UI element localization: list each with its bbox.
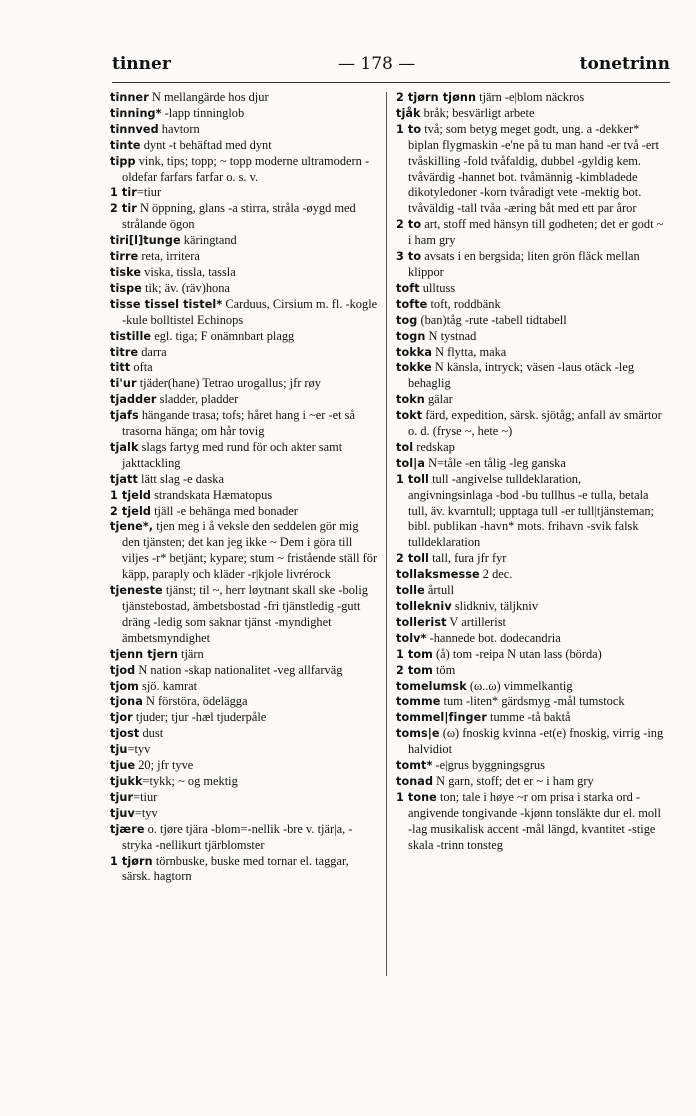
dictionary-entry — [396, 694, 668, 710]
entry-definition: ulltuss — [419, 280, 456, 295]
entry-definition: N förstöra, ödelägga — [142, 694, 248, 709]
entry-definition: N nation -skap nationalitet -veg allfarväg — [135, 662, 343, 677]
entry-definition: =tiur — [133, 789, 158, 804]
entry-definition: sjö. kamrat — [138, 678, 198, 693]
entry-headword: tjære — [110, 822, 145, 836]
entry-headword: tomt* — [396, 759, 433, 773]
entry-definition: art, stoff med hänsyn till godheten; det er godt ~ i ham gry — [408, 217, 664, 248]
entry-headword: tolle — [396, 584, 425, 598]
dictionary-entry — [110, 90, 378, 106]
entry-headword: tjod — [110, 663, 136, 677]
entry-definition: två; som betyg meget godt, ung. a -dekker* biplan flygmaskin -e'ne på tu man hand -er två -ert tvåskilling -fold tvåfaldig, dubbel -gyldig kem. tvåvärdig -hannet bot. tvåmännig -kimbladede dikotyledoner -korn tvåradigt vete -mektig bot. tvåväldig -tall tvåa -æring båt med ett par åror — [408, 121, 659, 216]
entry-definition: lätt slag -e daska — [137, 471, 224, 486]
entry-headword: tofte — [396, 297, 428, 311]
entry-definition: årtull — [424, 583, 455, 598]
entry-definition: tall, fura jfr fyr — [428, 551, 507, 566]
entry-headword: tipp — [110, 154, 136, 168]
entry-headword: tokt — [396, 409, 423, 423]
entry-definition: havtorn — [158, 121, 200, 136]
dictionary-entry — [110, 694, 378, 710]
dictionary-entry — [110, 822, 378, 854]
entry-definition: tjen meg i å veksle den seddelen gör mig den tjänsten; det kan jeg ikke ~ Dem i göra till viljes -r* betjänt; kypare; stum ~ fristående ställ för käpp, paraply och kläder -r|kjole livrérock — [122, 519, 378, 582]
dictionary-entry — [110, 758, 378, 774]
dictionary-entry — [396, 774, 668, 790]
entry-headword: 3 to — [396, 250, 422, 264]
entry-definition: egl. tiga; F onämnbart plagg — [151, 328, 295, 343]
entry-headword: tjor — [110, 711, 133, 725]
entry-definition: dust — [139, 726, 164, 741]
entry-definition: tik; äv. (räv)hona — [141, 280, 230, 295]
entry-definition: tjäll -e behänga med bonader — [151, 503, 298, 518]
entry-definition: -hannede bot. dodecandria — [426, 630, 561, 645]
dictionary-entry — [110, 122, 378, 138]
entry-headword: 2 tjørn tjønn — [396, 91, 477, 104]
entry-definition: N flytta, maka — [431, 344, 507, 359]
dictionary-entry — [396, 122, 668, 217]
dictionary-entry — [396, 329, 668, 345]
entry-headword: tollerist — [396, 615, 447, 629]
entry-headword: toms|e — [396, 727, 440, 741]
entry-definition: =tyv — [127, 742, 151, 757]
dictionary-entry — [110, 774, 378, 790]
entry-headword: tinte — [110, 138, 141, 152]
entry-headword: tisse tissel tistel* — [110, 297, 223, 311]
entry-definition: 20; jfr tyve — [135, 758, 194, 773]
entry-definition: (ban)tåg -rute -tabell tidtabell — [417, 312, 567, 327]
entry-headword: tjatt — [110, 472, 138, 486]
entry-definition: V artillerist — [446, 614, 506, 629]
entry-headword: tokke — [396, 361, 432, 375]
entry-headword: tomelumsk — [396, 679, 467, 693]
entry-definition: gälar — [424, 392, 453, 407]
entry-definition: slidkniv, täljkniv — [451, 599, 539, 613]
dictionary-entry — [396, 758, 668, 774]
dictionary-entry — [110, 790, 378, 806]
dictionary-entry — [396, 217, 668, 249]
dictionary-entry — [110, 663, 378, 679]
dictionary-entry — [110, 679, 378, 695]
entry-headword: 1 toll — [396, 472, 429, 486]
dictionary-entry — [110, 392, 378, 408]
dictionary-entry — [110, 504, 378, 520]
entry-headword: tjene*, — [110, 520, 154, 534]
entry-definition: hängande trasa; tofs; håret hang i ~er -et så trasorna hänga; om hår tovig — [122, 408, 355, 439]
entry-headword: tiri[l]tunge — [110, 234, 181, 248]
dictionary-entry — [110, 488, 378, 504]
entry-headword: 2 tjeld — [110, 504, 151, 518]
entry-headword: tog — [396, 313, 418, 327]
dictionary-entry — [110, 329, 378, 345]
entry-definition: =tiur — [136, 185, 162, 200]
entry-headword: tiske — [110, 265, 142, 279]
entry-headword: tjona — [110, 695, 143, 709]
entry-headword: tomme — [396, 695, 441, 709]
entry-headword: tjur — [110, 790, 134, 804]
entry-headword: tokka — [396, 345, 432, 359]
dictionary-entry — [110, 710, 378, 726]
entry-definition: tjuder; tjur -hæl tjuderpåle — [132, 710, 267, 725]
entry-definition: tjänst; til ~, herr løytnant skall ske -bolig tjänstebostad, ämbetsbostad -fri tjänstledig -gutt dräng -ledig som saknar tjänst -myndighet ämbetsmyndighet — [122, 583, 368, 645]
dictionary-entry — [110, 376, 378, 392]
dictionary-entry — [110, 647, 378, 663]
entry-definition: -e|grus byggningsgrus — [432, 758, 546, 773]
entry-definition: darra — [138, 344, 167, 359]
entry-definition: färd, expedition, särsk. sjötåg; anfall av smärtor o. d. (fryse ~, hete ~) — [408, 408, 662, 439]
entry-headword: togn — [396, 329, 426, 343]
dictionary-entry — [110, 854, 378, 886]
entry-headword: 1 tjørn — [110, 854, 153, 868]
right-column — [396, 90, 668, 854]
entry-definition: tjärn -e|blom näckros — [476, 90, 585, 104]
dictionary-entry — [110, 742, 378, 758]
dictionary-entry — [110, 297, 378, 329]
dictionary-entry — [396, 631, 668, 647]
entry-headword: tispe — [110, 281, 142, 295]
entry-headword: tjue — [110, 759, 136, 773]
dictionary-entry — [110, 281, 378, 297]
entry-definition: tjäder(hane) Tetrao urogallus; jfr røy — [136, 376, 321, 391]
entry-definition: ofta — [130, 360, 153, 375]
entry-definition: reta, irritera — [138, 249, 200, 264]
entry-definition: viska, tissla, tassla — [141, 264, 236, 279]
entry-headword: 2 tom — [396, 663, 433, 677]
dictionary-entry — [396, 710, 668, 726]
entry-definition: ton; tale i høye ~r om prisa i starka ord -angivende tongivande -kjønn tonsläkte dur el. moll -lag musikalisk accent -mål längd, kvantitet -stige skala -trinn tonsteg — [408, 789, 661, 852]
entry-definition: tull -angivelse tulldeklaration, angivningsinlaga -bod -bu tullhus -e tulla, betala tull, äv. kvarntull; upptaga tull -er tull|tjänsteman; bibl. publikan -havn* mots. frihavn -svik falsk tulldeklaration — [408, 471, 654, 550]
entry-definition: N mellangärde hos djur — [148, 90, 269, 104]
entry-definition: (ω) fnoskig kvinna -et(e) fnoskig, virrig -ing halvidiot — [408, 726, 664, 757]
entry-definition: sladder, pladder — [156, 392, 239, 407]
dictionary-entry — [110, 583, 378, 647]
entry-headword: tinnved — [110, 122, 159, 136]
dictionary-entry — [396, 345, 668, 361]
dictionary-entry — [396, 440, 668, 456]
entry-definition: tum -liten* gärdsmyg -mål tumstock — [440, 694, 625, 709]
dictionary-entry — [396, 599, 668, 615]
header-rule — [112, 82, 670, 83]
entry-headword: tjenn tjern — [110, 647, 178, 661]
entry-headword: tjadder — [110, 393, 157, 407]
dictionary-entry — [396, 663, 668, 679]
entry-headword: tonad — [396, 774, 434, 788]
entry-headword: 1 tir — [110, 186, 137, 200]
dictionary-entry — [110, 154, 378, 186]
entry-headword: tollaksmesse — [396, 568, 480, 582]
dictionary-entry — [110, 360, 378, 376]
entry-headword: tistille — [110, 329, 152, 343]
entry-headword: tjuv — [110, 806, 135, 820]
dictionary-entry — [396, 408, 668, 440]
dictionary-entry — [396, 615, 668, 631]
entry-headword: tol — [396, 440, 414, 454]
entry-definition: redskap — [413, 439, 455, 454]
header-right-guideword: tonetrinn — [579, 54, 670, 74]
entry-definition: Carduus, Cirsium m. fl. -kogle -kule bolltistel Echinops — [122, 296, 378, 327]
dictionary-entry — [396, 106, 668, 122]
dictionary-entry — [110, 440, 378, 472]
entry-headword: tirre — [110, 250, 139, 264]
entry-headword: tol|a — [396, 456, 426, 470]
entry-headword: tolv* — [396, 631, 427, 645]
entry-definition: vink, tips; topp; ~ topp moderne ultramodern -oldefar farfars farfar o. s. v. — [122, 153, 370, 184]
dictionary-entry — [396, 249, 668, 281]
dictionary-entry — [396, 790, 668, 854]
dictionary-entry — [110, 138, 378, 154]
entry-headword: titt — [110, 361, 131, 375]
entry-headword: tju — [110, 743, 128, 757]
entry-headword: tjukk — [110, 774, 143, 788]
entry-definition: N känsla, intryck; väsen -laus otäck -leg behaglig — [408, 360, 635, 391]
dictionary-entry — [396, 472, 668, 552]
left-column — [110, 90, 378, 885]
entry-definition: N öppning, glans -a stirra, stråla -øygd med strålande ögon — [122, 201, 356, 232]
entry-headword: tjafs — [110, 409, 139, 423]
entry-definition: slags fartyg med rund för och akter samt jakttackling — [122, 439, 343, 470]
dictionary-entry — [110, 806, 378, 822]
entry-definition: =tyv — [134, 805, 158, 820]
dictionary-entry — [396, 313, 668, 329]
entry-definition: (å) tom -reipa N utan lass (börda) — [432, 646, 602, 661]
entry-definition: =tykk; ~ og mektig — [142, 773, 238, 788]
entry-headword: 2 tir — [110, 202, 137, 216]
dictionary-entry — [110, 726, 378, 742]
page-number: — 178 — — [338, 54, 416, 74]
dictionary-entry — [396, 567, 668, 583]
entry-headword: tommel|finger — [396, 711, 487, 725]
dictionary-entry — [396, 726, 668, 758]
entry-definition: 2 dec. — [479, 567, 513, 582]
dictionary-entry — [396, 679, 668, 695]
entry-definition: törnbuske, buske med tornar el. taggar, särsk. hagtorn — [122, 853, 349, 884]
entry-definition: tjärn — [177, 646, 204, 661]
entry-definition: avsats i en bergsida; liten grön fläck mellan klippor — [408, 249, 640, 279]
entry-definition: töm — [432, 662, 456, 677]
entry-definition: N tystnad — [425, 328, 477, 343]
entry-definition: dynt -t behäftad med dynt — [140, 137, 272, 152]
dictionary-entry — [110, 201, 378, 233]
entry-headword: tjeneste — [110, 584, 163, 598]
entry-headword: tjost — [110, 727, 140, 741]
entry-headword: 1 tone — [396, 790, 437, 804]
entry-headword: ti'ur — [110, 377, 137, 391]
entry-headword: 2 to — [396, 218, 422, 232]
entry-headword: 2 toll — [396, 552, 429, 566]
entry-definition: strandskata Hæmatopus — [151, 487, 273, 502]
entry-definition: käringtand — [180, 233, 237, 248]
entry-headword: titre — [110, 345, 139, 359]
entry-headword: 1 tjeld — [110, 488, 151, 502]
dictionary-entry — [396, 297, 668, 313]
entry-headword: tollekniv — [396, 600, 452, 613]
entry-headword: tjåk — [396, 106, 421, 120]
dictionary-entry — [110, 265, 378, 281]
entry-definition: tumme -tå baktå — [486, 710, 571, 725]
dictionary-entry — [396, 281, 668, 297]
entry-definition: o. tjøre tjära -blom=-nellik -bre v. tjär|a, -stryka -nellikurt tjärblomster — [122, 821, 353, 852]
dictionary-entry — [396, 360, 668, 392]
entry-definition: N garn, stoff; det er ~ i ham gry — [433, 773, 594, 788]
entry-headword: tjalk — [110, 440, 139, 454]
dictionary-entry — [110, 249, 378, 265]
dictionary-entry — [110, 106, 378, 122]
column-divider — [386, 92, 387, 976]
entry-headword: tinner — [110, 91, 149, 104]
entry-definition: -lapp tinninglob — [161, 105, 245, 120]
header-left-guideword: tinner — [112, 54, 171, 74]
dictionary-entry — [110, 345, 378, 361]
dictionary-entry — [396, 551, 668, 567]
dictionary-entry — [396, 647, 668, 663]
entry-definition: (ω..ω) vimmelkantig — [466, 678, 573, 693]
entry-headword: tokn — [396, 393, 425, 407]
entry-headword: tinning* — [110, 106, 162, 120]
dictionary-entry — [110, 185, 378, 201]
dictionary-entry — [110, 408, 378, 440]
dictionary-entry — [110, 233, 378, 249]
dictionary-entry — [396, 90, 668, 106]
entry-headword: toft — [396, 281, 420, 295]
dictionary-entry — [110, 519, 378, 583]
entry-definition: bråk; besvärligt arbete — [420, 105, 535, 120]
entry-headword: 1 to — [396, 122, 422, 136]
dictionary-entry — [396, 456, 668, 472]
entry-definition: N=tåle -en tålig -leg ganska — [425, 455, 566, 470]
entry-headword: tjom — [110, 679, 139, 693]
entry-headword: 1 tom — [396, 647, 433, 661]
dictionary-entry — [396, 392, 668, 408]
dictionary-entry — [396, 583, 668, 599]
dictionary-entry — [110, 472, 378, 488]
entry-definition: toft, roddbänk — [427, 296, 501, 311]
page-header — [112, 52, 670, 78]
